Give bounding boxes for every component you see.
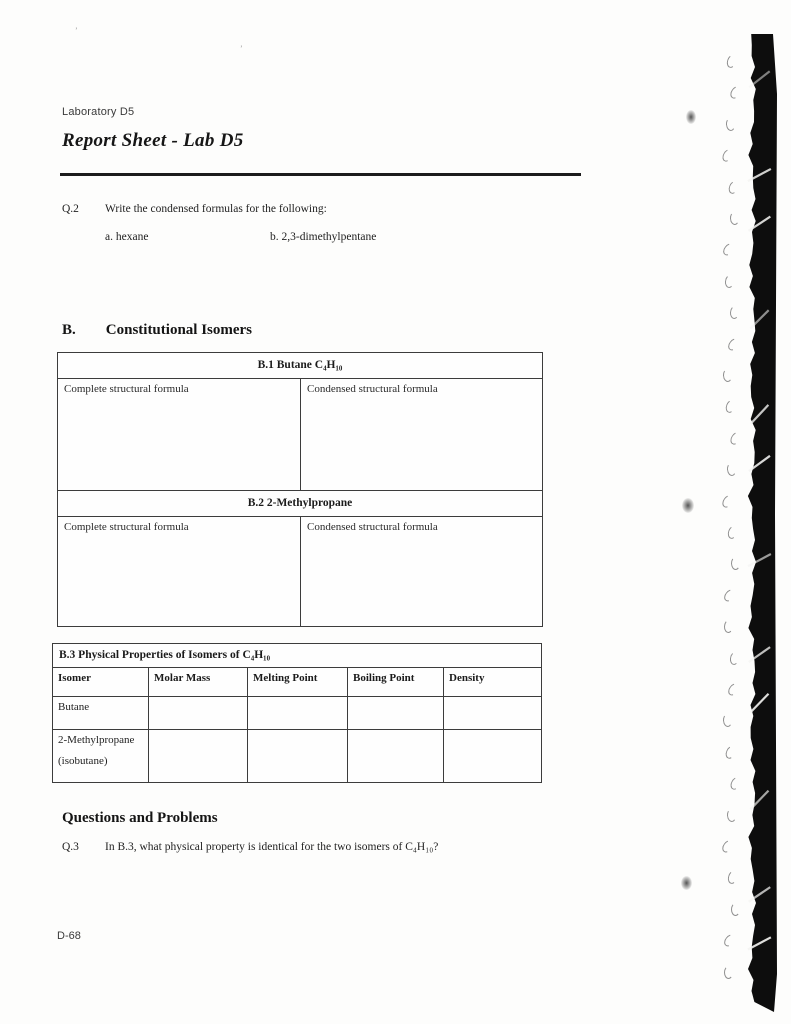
spiral-binding-mark <box>726 682 741 698</box>
spiral-binding-mark <box>721 148 735 164</box>
q2-prompt: Write the condensed formulas for the following: <box>105 203 327 215</box>
spiral-binding-mark <box>727 525 739 540</box>
spiral-binding-mark <box>725 399 738 414</box>
spiral-binding-mark <box>723 714 733 728</box>
cell-2-methylpropane-molar-mass <box>149 730 248 782</box>
question-3 <box>62 841 438 853</box>
spiral-binding-mark <box>726 336 741 352</box>
table-b1-body <box>58 379 542 490</box>
table-b1-title: B.1 Butane C₄H₁₀ <box>58 353 542 379</box>
b1-condensed-structural-cell <box>301 379 542 490</box>
b2-condensed-structural-cell <box>301 517 542 626</box>
column-header-density: Density <box>444 668 541 697</box>
table-row-2-methylpropane <box>53 730 541 782</box>
spiral-binding-mark <box>725 54 737 69</box>
spiral-binding-mark <box>723 369 733 383</box>
spiral-binding-mark <box>724 745 737 760</box>
spiral-binding-mark <box>725 117 736 131</box>
section-b-heading <box>62 322 252 339</box>
b1-complete-structural-label: Complete structural formula <box>64 383 189 395</box>
table-b2-title: B.2 2-Methylpropane <box>58 490 542 517</box>
spiral-binding-mark <box>720 839 735 855</box>
q2-item-a: a. hexane <box>105 231 149 243</box>
torn-spiral-edge <box>740 34 778 1012</box>
spiral-binding-mark <box>722 933 737 949</box>
q2-item-b: b. 2,3-dimethylpentane <box>270 231 377 243</box>
questions-and-problems-heading: Questions and Problems <box>62 810 218 826</box>
q3-text: In B.3, what physical property is identical for the two isomers of C₄H₁₀? <box>105 841 439 853</box>
cell-butane-molar-mass <box>149 697 248 730</box>
column-header-isomer: Isomer <box>53 668 149 697</box>
spiral-binding-mark <box>720 493 734 509</box>
cell-butane-boiling-point <box>348 697 444 730</box>
table-b3-title: B.3 Physical Properties of Isomers of C₄H₁₀ <box>53 644 541 668</box>
cell-2-methylpropane-melting-point <box>248 730 348 782</box>
title-rule <box>60 173 581 176</box>
cell-2-methylpropane-density <box>444 730 541 782</box>
lab-label: Laboratory D5 <box>62 106 135 118</box>
spiral-binding-mark <box>727 179 740 194</box>
table-b3 <box>52 643 542 783</box>
cell-butane-melting-point <box>248 697 348 730</box>
table-b1-b2 <box>57 352 543 627</box>
spiral-binding-mark <box>731 903 740 916</box>
spiral-binding-mark <box>730 306 740 320</box>
table-b3-header-row <box>53 668 541 697</box>
table-row-butane <box>53 697 541 730</box>
row-2-methylpropane-label: 2-Methylpropane <box>58 734 135 746</box>
page-title: Report Sheet - Lab D5 <box>62 130 244 151</box>
column-header-melting-point: Melting Point <box>248 668 348 697</box>
cell-butane-isomer <box>53 697 149 730</box>
spiral-binding-mark <box>722 587 737 603</box>
b2-complete-structural-cell <box>58 517 301 626</box>
b1-complete-structural-cell <box>58 379 301 490</box>
spiral-binding-mark <box>727 808 737 822</box>
spiral-binding-mark <box>724 620 734 633</box>
spiral-binding-mark <box>724 966 733 979</box>
q2-items <box>105 231 377 243</box>
column-header-molar-mass: Molar Mass <box>149 668 248 697</box>
scan-smudge <box>681 876 692 890</box>
scan-smudge <box>682 498 694 513</box>
section-b-title: Constitutional Isomers <box>105 322 253 338</box>
b1-condensed-structural-label: Condensed structural formula <box>307 383 438 395</box>
spiral-binding-mark <box>730 557 739 570</box>
cell-2-methylpropane-boiling-point <box>348 730 444 782</box>
q2-number: Q.2 <box>62 203 79 215</box>
scan-smudge <box>686 110 696 124</box>
scan-speck: ’ <box>240 44 243 53</box>
spiral-binding-mark <box>721 242 736 258</box>
cell-2-methylpropane-isomer <box>53 730 149 782</box>
q3-number: Q.3 <box>62 841 79 853</box>
spiral-binding-mark <box>729 651 740 665</box>
scan-speck: ’ <box>75 26 78 35</box>
cell-butane-density <box>444 697 541 730</box>
spiral-binding-mark <box>730 212 740 226</box>
row-2-methylpropane-sublabel: (isobutane) <box>58 755 108 767</box>
column-header-boiling-point: Boiling Point <box>348 668 444 697</box>
b2-condensed-structural-label: Condensed structural formula <box>307 521 438 533</box>
section-b-letter: B. <box>62 322 76 338</box>
question-2 <box>62 203 327 215</box>
spiral-binding-mark <box>724 274 735 288</box>
spiral-binding-mark <box>727 871 739 886</box>
page-number-label: D-68 <box>57 930 81 942</box>
b2-complete-structural-label: Complete structural formula <box>64 521 189 533</box>
row-butane-label: Butane <box>58 701 90 713</box>
spiral-binding-mark <box>726 463 737 477</box>
table-b2-body <box>58 517 542 626</box>
